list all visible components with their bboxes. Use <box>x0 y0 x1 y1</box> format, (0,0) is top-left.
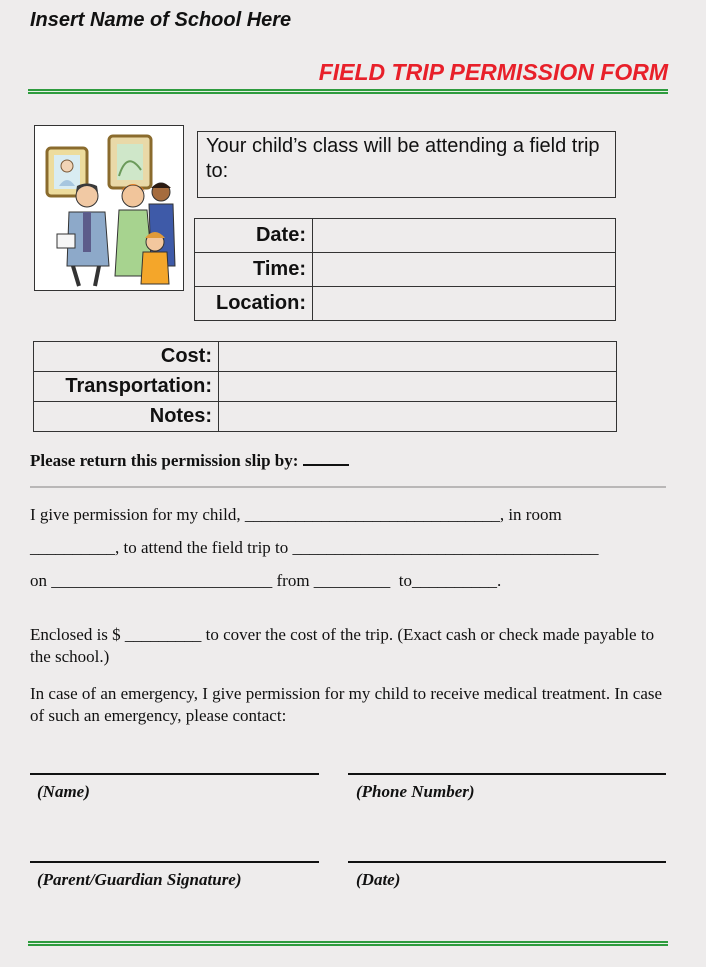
teacher-family-clipart-icon <box>34 125 184 291</box>
date-label-bottom: (Date) <box>356 870 401 889</box>
permission-line-1: I give permission for my child, ______________________________, in room <box>30 505 562 524</box>
emergency-text: In case of an emergency, I give permission for my child to receive medical treatment. In case of such an emergency, please contact: <box>30 684 663 725</box>
form-title: FIELD TRIP PERMISSION FORM <box>318 59 668 85</box>
table-row <box>195 287 616 321</box>
notes-label: Notes: <box>34 402 219 432</box>
table-row <box>195 253 616 287</box>
return-by-label: Please return this permission slip by: <box>30 451 299 470</box>
date-signature-line[interactable] <box>348 861 666 863</box>
trip-cost-table <box>33 341 617 432</box>
table-row <box>34 402 617 432</box>
location-label: Location: <box>195 287 313 321</box>
top-green-rule <box>28 89 668 94</box>
table-row <box>34 342 617 372</box>
cost-field[interactable] <box>219 342 617 372</box>
bottom-green-rule <box>28 941 668 946</box>
name-signature-line[interactable] <box>30 773 319 775</box>
notes-field[interactable] <box>219 402 617 432</box>
table-row <box>195 219 616 253</box>
time-label: Time: <box>195 253 313 287</box>
return-by-date-blank[interactable] <box>303 450 349 466</box>
school-name: Insert Name of School Here <box>30 9 292 31</box>
permission-line-3: on __________________________ from _________ to__________. <box>30 571 502 590</box>
enclosed-payment-text: Enclosed is $ _________ to cover the cost of the trip. (Exact cash or check made payable to the school.) <box>30 625 655 666</box>
date-label: Date: <box>195 219 313 253</box>
name-label: (Name) <box>37 782 90 801</box>
table-row <box>34 372 617 402</box>
return-by-line <box>30 450 349 471</box>
time-field[interactable] <box>313 253 616 287</box>
transportation-field[interactable] <box>219 372 617 402</box>
guardian-signature-label: (Parent/Guardian Signature) <box>37 870 242 889</box>
date-field[interactable] <box>313 219 616 253</box>
location-field[interactable] <box>313 287 616 321</box>
cost-label: Cost: <box>34 342 219 372</box>
phone-label: (Phone Number) <box>356 782 475 801</box>
permission-line-2: __________, to attend the field trip to ____________________________________ <box>30 538 599 557</box>
guardian-signature-line[interactable] <box>30 861 319 863</box>
intro-text: Your child’s class will be attending a field trip to: <box>197 131 616 198</box>
transportation-label: Transportation: <box>34 372 219 402</box>
section-divider <box>30 486 666 488</box>
phone-signature-line[interactable] <box>348 773 666 775</box>
trip-details-table <box>194 218 616 321</box>
